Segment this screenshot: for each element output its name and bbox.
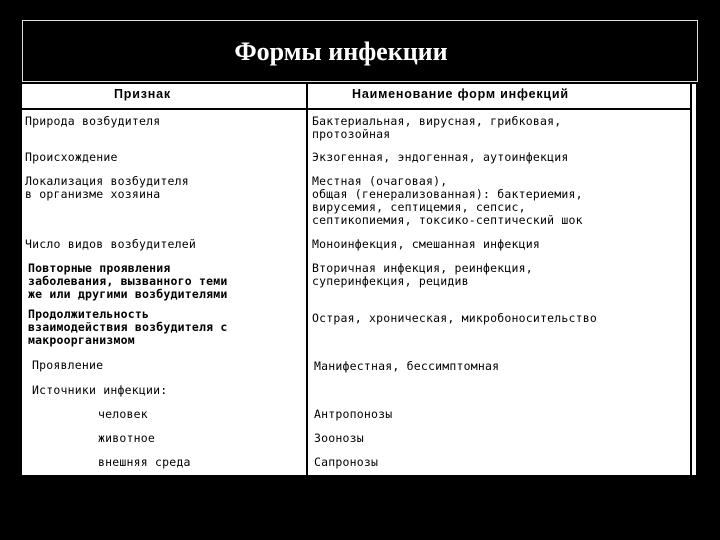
title-bar <box>22 20 698 82</box>
column-divider <box>306 84 308 475</box>
slide-title: Формы инфекции <box>234 37 448 66</box>
row-sign-environment: внешняя среда <box>98 455 191 469</box>
row-forms-human: Антропонозы <box>314 407 393 421</box>
header-forms: Наименование форм инфекций <box>352 87 569 101</box>
row-sign-sources: Источники инфекции: <box>32 383 168 397</box>
row-sign-localization: Локализация возбудителя в организме хозяина <box>25 174 189 201</box>
row-sign-animal: животное <box>98 431 155 445</box>
row-forms-pathogen-nature: Бактериальная, вирусная, грибковая, протозойная <box>312 114 562 141</box>
row-sign-pathogen-nature: Природа возбудителя <box>25 114 161 128</box>
row-forms-manifestation: Манифестная, бессимптомная <box>314 359 500 373</box>
row-forms-animal: Зоонозы <box>314 431 364 445</box>
table-right-border <box>690 84 692 475</box>
forms-table <box>20 82 698 477</box>
row-forms-environment: Сапронозы <box>314 455 379 469</box>
row-sign-recurrence: Повторные проявления заболевания, вызванного теми же или другими возбудителями <box>28 261 228 301</box>
row-sign-origin: Происхождение <box>25 150 118 164</box>
row-sign-species-count: Число видов возбудителей <box>25 237 196 251</box>
header-sign: Признак <box>114 87 171 101</box>
row-forms-duration: Острая, хроническая, микробоносительство <box>312 311 597 325</box>
row-forms-origin: Экзогенная, эндогенная, аутоинфекция <box>312 150 569 164</box>
bottom-margin <box>0 487 720 540</box>
row-sign-human: человек <box>98 407 148 421</box>
row-sign-manifestation: Проявление <box>32 358 104 372</box>
row-sign-duration: Продолжительность взаимодействия возбудителя с макроорганизмом <box>28 307 228 347</box>
row-forms-recurrence: Вторичная инфекция, реинфекция, суперинфекция, рецидив <box>312 261 533 288</box>
row-forms-species-count: Моноинфекция, смешанная инфекция <box>312 237 540 251</box>
row-forms-localization: Местная (очаговая), общая (генерализованная): бактериемия, вирусемия, септицемия, сепсис, септикопиемия, токсико-септический шок <box>312 174 583 227</box>
header-divider <box>22 108 692 110</box>
